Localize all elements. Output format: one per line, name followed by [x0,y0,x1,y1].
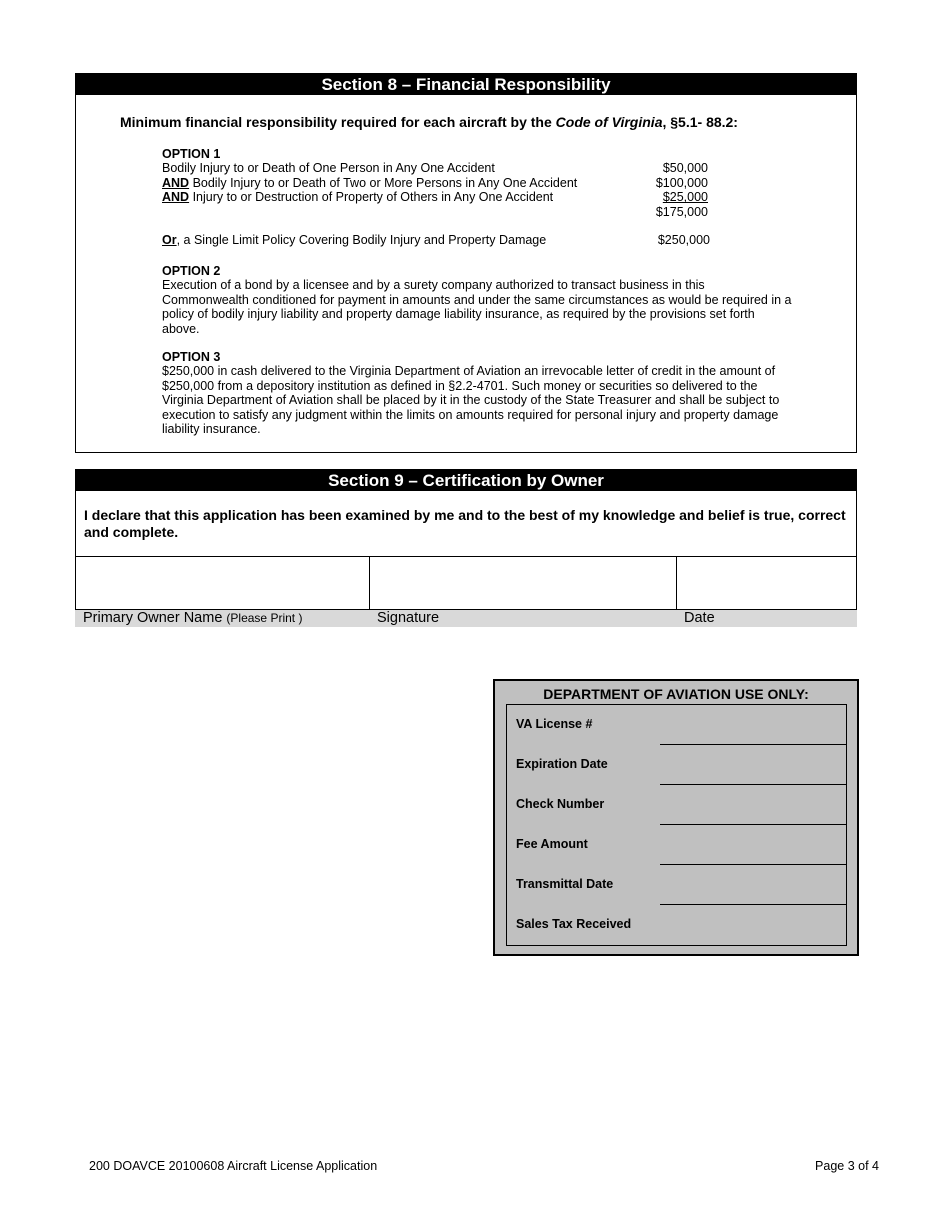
coverage-row: Bodily Injury to or Death of One Person in Any One Accident $50,000 [162,161,708,176]
primary-owner-name-field[interactable] [75,556,370,627]
single-limit-row: Or, a Single Limit Policy Covering Bodily Injury and Property Damage $250,000 [162,232,710,247]
coverage-row: AND Injury to or Destruction of Property of Others in Any One Accident $25,000 [162,190,708,205]
department-use-title: DEPARTMENT OF AVIATION USE ONLY: [543,686,809,702]
department-use-only-box [493,679,859,956]
and-prefix: AND [162,175,190,190]
coverage-total: $175,000 [655,204,708,219]
and-prefix: AND [162,190,190,205]
sales-tax-received-row[interactable] [507,905,846,945]
check-number-label: Check Number [516,797,605,811]
footer-form-id: 200 DOAVCE 20100608 Aircraft License Application [89,1159,378,1173]
coverage-amount: $100,000 [655,175,708,190]
coverage-amount: $25,000 [662,190,708,205]
section-8-financial-responsibility [75,73,857,453]
primary-owner-name-label: Primary Owner Name (Please Print ) [75,609,369,627]
department-fields [506,704,847,946]
footer-page-number: Page 3 of 4 [815,1159,879,1173]
date-field[interactable] [676,556,857,627]
signature-field[interactable] [369,556,677,627]
fee-amount-row[interactable] [507,825,846,865]
option-3 [162,350,792,436]
print-hint: (Please Print ) [226,611,303,625]
signature-table [75,556,857,627]
section-9-header: Section 9 – Certification by Owner [76,470,856,491]
financial-requirement-lead: Minimum financial responsibility required for each aircraft by the Code of Virginia, §5.1- 88.2: [120,114,738,130]
expiration-date-label: Expiration Date [516,757,608,771]
section-8-header: Section 8 – Financial Responsibility [76,74,856,95]
sales-tax-received-label: Sales Tax Received [516,917,632,931]
option-1 [162,147,710,247]
option-2 [162,264,792,336]
va-license-label: VA License # [516,717,593,731]
certification-declaration: I declare that this application has been examined by me and to the best of my knowledge and belief is true, correct and complete. [84,507,846,540]
transmittal-date-row[interactable] [507,865,846,905]
option-2-title: OPTION 2 [162,264,221,278]
fee-amount-label: Fee Amount [516,837,588,851]
transmittal-date-label: Transmittal Date [516,877,614,891]
option-3-text: $250,000 in cash delivered to the Virginia Department of Aviation an irrevocable letter of credit in the amount of $250,000 from a depository institution as defined in §2.2-4701. Such money or securities so delivered to the Virginia Department of Aviation shall be placed by it in the custody of the State Treasurer and shall be subject to execution to satisfy any judgment within the limits on amounts required for personal injury and property damage liability insurance. [162,364,780,437]
signature-label: Signature [369,609,676,627]
single-limit-amount: $250,000 [657,232,710,247]
or-prefix: Or [162,232,177,247]
expiration-date-row[interactable] [507,745,846,785]
coverage-row: AND Bodily Injury to or Death of Two or More Persons in Any One Accident $100,000 [162,175,708,190]
option-2-text: Execution of a bond by a licensee and by a surety company authorized to transact business in this Commonwealth conditioned for payment in amounts and under the same circumstances as would be required in a policy of bodily injury liability and property damage liability insurance, as required by the provisions set forth above. [162,278,792,336]
check-number-row[interactable] [507,785,846,825]
option-1-title: OPTION 1 [162,147,221,161]
coverage-total-row [162,204,708,219]
coverage-amount: $50,000 [662,161,708,176]
va-license-row[interactable] [507,705,846,745]
code-of-virginia-citation: Code of Virginia [555,114,663,130]
date-label: Date [676,609,857,627]
section-9-certification [75,469,857,627]
option-3-title: OPTION 3 [162,350,221,364]
